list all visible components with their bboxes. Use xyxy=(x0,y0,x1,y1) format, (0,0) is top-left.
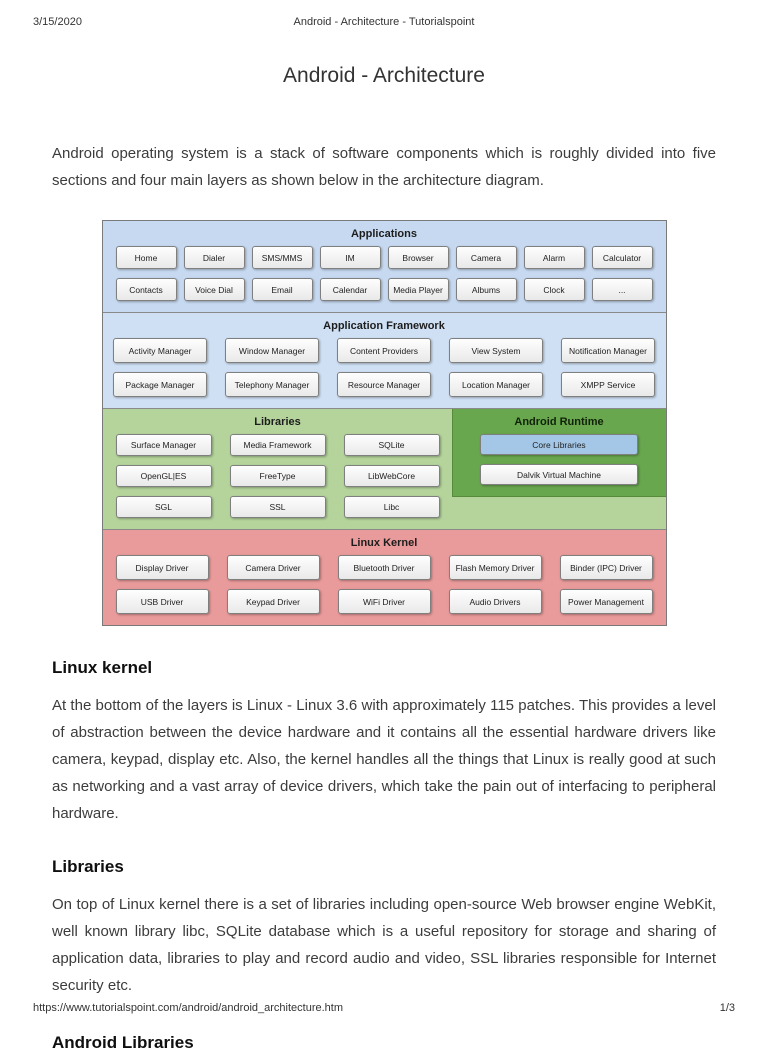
print-date: 3/15/2020 xyxy=(33,16,82,28)
box-bluetooth-driver: Bluetooth Driver xyxy=(338,555,431,580)
page-title: Android - Architecture xyxy=(283,64,485,87)
box-surface-manager: Surface Manager xyxy=(116,434,212,456)
box-sms-mms: SMS/MMS xyxy=(252,246,313,269)
box-browser: Browser xyxy=(388,246,449,269)
box-albums: Albums xyxy=(456,278,517,301)
applications-layer xyxy=(103,221,666,312)
box-audio-drivers: Audio Drivers xyxy=(449,589,542,614)
applications-row-1 xyxy=(103,246,666,269)
box-keypad-driver: Keypad Driver xyxy=(227,589,320,614)
box-notification-manager: Notification Manager xyxy=(561,338,655,363)
box-alarm: Alarm xyxy=(524,246,585,269)
libraries-section xyxy=(103,409,453,529)
box-window-manager: Window Manager xyxy=(225,338,319,363)
box-usb-driver: USB Driver xyxy=(116,589,209,614)
box-sgl: SGL xyxy=(116,496,212,518)
box-calendar: Calendar xyxy=(320,278,381,301)
box-libc: Libc xyxy=(344,496,440,518)
kernel-row-2 xyxy=(103,589,666,614)
box-activity-manager: Activity Manager xyxy=(113,338,207,363)
box-media-framework: Media Framework xyxy=(230,434,326,456)
linux-kernel-layer-title: Linux Kernel xyxy=(350,537,418,549)
box-im: IM xyxy=(320,246,381,269)
libraries-row-3 xyxy=(103,496,453,518)
box-flash-memory-driver: Flash Memory Driver xyxy=(449,555,542,580)
framework-row-1 xyxy=(103,338,666,363)
box-dalvik-virtual-machine: Dalvik Virtual Machine xyxy=(480,464,638,485)
applications-row-2 xyxy=(103,278,666,301)
box-home: Home xyxy=(116,246,177,269)
applications-layer-title: Applications xyxy=(350,228,417,240)
box-telephony-manager: Telephony Manager xyxy=(225,372,319,397)
box-resource-manager: Resource Manager xyxy=(337,372,431,397)
box-binder-ipc-driver: Binder (IPC) Driver xyxy=(560,555,653,580)
box-opengl-es: OpenGL|ES xyxy=(116,465,212,487)
box-camera-driver: Camera Driver xyxy=(227,555,320,580)
box-ellipsis: ... xyxy=(592,278,653,301)
libraries-runtime-layer xyxy=(103,408,666,529)
intro-paragraph: Android operating system is a stack of software components which is roughly divided into five sections and four main layers as shown below in the architecture diagram. xyxy=(52,145,716,189)
linux-kernel-layer xyxy=(103,529,666,625)
section-heading-libraries: Libraries xyxy=(52,857,124,876)
application-framework-layer xyxy=(103,312,666,408)
libraries-section-title: Libraries xyxy=(254,416,301,428)
box-package-manager: Package Manager xyxy=(113,372,207,397)
libraries-row-2 xyxy=(103,465,453,487)
box-voice-dial: Voice Dial xyxy=(184,278,245,301)
box-sqlite: SQLite xyxy=(344,434,440,456)
box-dialer: Dialer xyxy=(184,246,245,269)
section-heading-linux-kernel: Linux kernel xyxy=(52,658,153,677)
box-email: Email xyxy=(252,278,313,301)
box-display-driver: Display Driver xyxy=(116,555,209,580)
android-runtime-section xyxy=(452,409,666,497)
box-clock: Clock xyxy=(524,278,585,301)
architecture-diagram xyxy=(102,220,667,626)
framework-row-2 xyxy=(103,372,666,397)
section-heading-android-libraries: Android Libraries xyxy=(52,1033,194,1052)
application-framework-title: Application Framework xyxy=(323,320,445,332)
box-xmpp-service: XMPP Service xyxy=(561,372,655,397)
linux-kernel-paragraph: At the bottom of the layers is Linux - Linux 3.6 with approximately 115 patches. This provides a level of abstraction between the device hardware and it contains all the essential hardware drivers like camera, keypad, display etc. Also, the kernel handles all the things that Linux is really good at such as networking and a vast array of device drivers, which take the pain out of interfacing to peripheral hardware. xyxy=(52,697,716,822)
box-content-providers: Content Providers xyxy=(337,338,431,363)
box-wifi-driver: WiFi Driver xyxy=(338,589,431,614)
android-runtime-title: Android Runtime xyxy=(514,416,604,428)
box-power-management: Power Management xyxy=(560,589,653,614)
footer-url: https://www.tutorialspoint.com/android/android_architecture.htm xyxy=(33,1002,343,1014)
box-libwebcore: LibWebCore xyxy=(344,465,440,487)
print-header-title: Android - Architecture - Tutorialspoint xyxy=(293,16,475,28)
box-location-manager: Location Manager xyxy=(449,372,543,397)
libraries-paragraph: On top of Linux kernel there is a set of libraries including open-source Web browser engine WebKit, well known library libc, SQLite database which is a useful repository for storage and sharing of application data, libraries to play and record audio and video, SSL libraries responsible for Internet security etc. xyxy=(52,896,716,994)
box-contacts: Contacts xyxy=(116,278,177,301)
print-header xyxy=(33,16,735,30)
kernel-row-1 xyxy=(103,555,666,580)
box-media-player: Media Player xyxy=(388,278,449,301)
footer-page-number: 1/3 xyxy=(719,1002,735,1014)
box-core-libraries: Core Libraries xyxy=(480,434,638,455)
libraries-row-1 xyxy=(103,434,453,456)
box-view-system: View System xyxy=(449,338,543,363)
box-freetype: FreeType xyxy=(230,465,326,487)
box-calculator: Calculator xyxy=(592,246,653,269)
box-ssl: SSL xyxy=(230,496,326,518)
box-camera: Camera xyxy=(456,246,517,269)
